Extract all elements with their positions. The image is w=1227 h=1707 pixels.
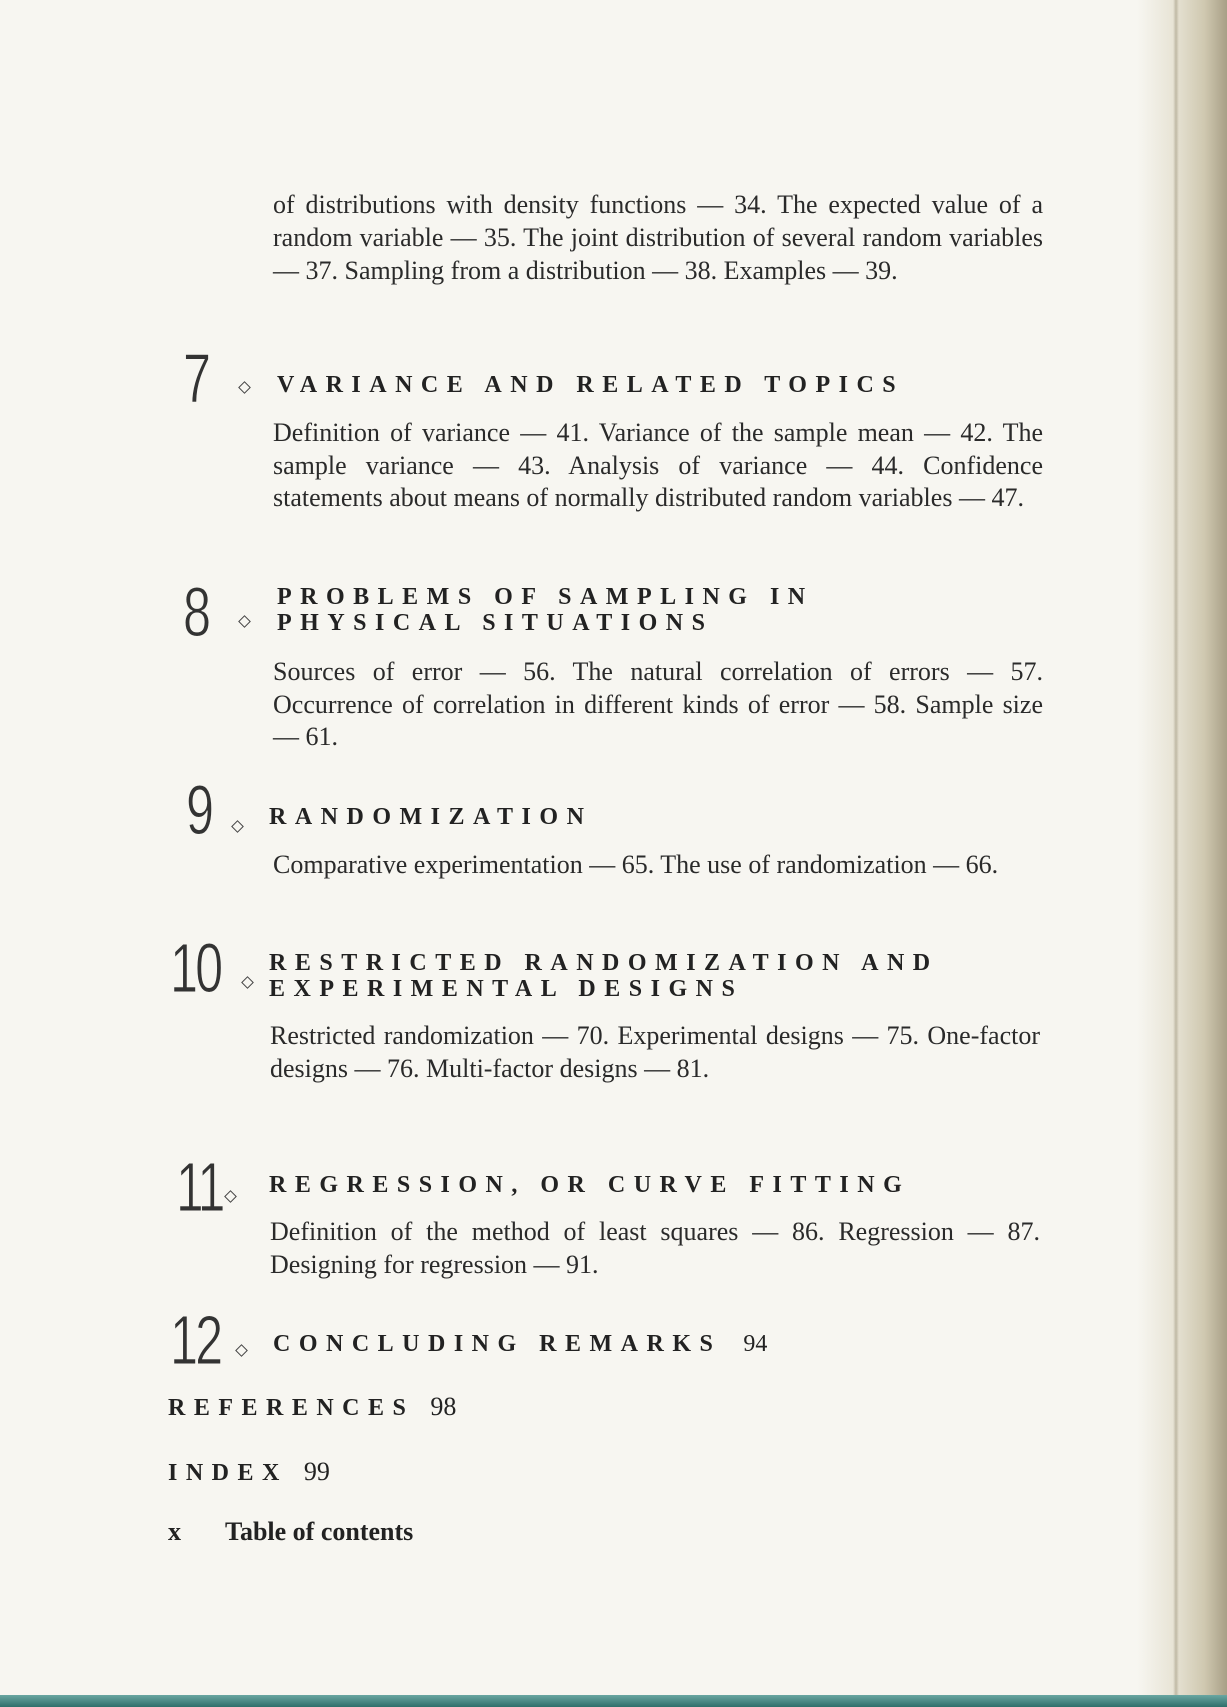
chapter-number: 10 bbox=[170, 929, 221, 1007]
chapter-description: Sources of error — 56. The natural correlation of errors — 57. Occurrence of correlation in different kinds of error — 58. Sample size — 61. bbox=[273, 657, 1043, 751]
page-number-roman: x bbox=[168, 1517, 181, 1546]
diamond-ornament bbox=[238, 615, 251, 628]
chapter-page-number: 94 bbox=[743, 1331, 768, 1357]
page-edge-shading bbox=[1137, 0, 1227, 1707]
index-entry[interactable] bbox=[168, 1457, 330, 1487]
chapter-title-line-1: PROBLEMS OF SAMPLING IN bbox=[277, 584, 814, 610]
chapter-title-line-2: PHYSICAL SITUATIONS bbox=[277, 610, 714, 636]
diamond-ornament bbox=[231, 820, 244, 833]
chapter-description: Definition of the method of least squares — 86. Regression — 87. Designing for regression — 91. bbox=[270, 1217, 1040, 1279]
references-entry[interactable] bbox=[168, 1392, 456, 1422]
page-footer bbox=[168, 1517, 413, 1547]
chapter-title-text: CONCLUDING REMARKS bbox=[273, 1331, 722, 1357]
chapter-number: 9 bbox=[186, 771, 212, 849]
chapter-description: Comparative experimentation — 65. The use of randomization — 66. bbox=[273, 850, 999, 879]
references-page: 98 bbox=[430, 1392, 457, 1421]
chapter-description: Restricted randomization — 70. Experimental designs — 75. One-factor designs — 76. Multi-factor designs — 81. bbox=[270, 1021, 1040, 1083]
chapter-description: Definition of variance — 41. Variance of the sample mean — 42. The sample variance — 43. Analysis of variance — 44. Confidence statements about means of normally distributed random variables — 47. bbox=[273, 418, 1043, 512]
index-label: INDEX bbox=[168, 1460, 288, 1486]
diamond-ornament bbox=[241, 976, 254, 989]
chapter-title: RANDOMIZATION bbox=[269, 804, 593, 830]
diamond-ornament bbox=[238, 381, 251, 394]
chapter-title-line-2: EXPERIMENTAL DESIGNS bbox=[269, 976, 744, 1002]
book-cover-edge bbox=[0, 1695, 1227, 1707]
chapter-title: VARIANCE AND RELATED TOPICS bbox=[277, 372, 905, 398]
chapter-number: 11 bbox=[176, 1148, 223, 1226]
chapter-number: 8 bbox=[183, 573, 209, 651]
running-head: Table of contents bbox=[225, 1517, 414, 1546]
diamond-ornament bbox=[224, 1190, 237, 1203]
chapter-number: 7 bbox=[183, 339, 209, 417]
references-label: REFERENCES bbox=[168, 1395, 415, 1421]
diamond-ornament bbox=[235, 1344, 248, 1357]
chapter-title-line-1: RESTRICTED RANDOMIZATION AND bbox=[269, 950, 939, 976]
chapter-title bbox=[273, 1329, 767, 1359]
index-page: 99 bbox=[303, 1457, 330, 1486]
page-fold bbox=[1173, 0, 1179, 1707]
chapter-title: REGRESSION, OR CURVE FITTING bbox=[269, 1172, 911, 1198]
continuation-text: of distributions with density functions — 34. The expected value of a random variable — 35. The joint distribution of several random variables — 37. Sampling from a distribution — 38. Examples — 39. bbox=[273, 190, 1043, 285]
chapter-number: 12 bbox=[170, 1301, 221, 1379]
